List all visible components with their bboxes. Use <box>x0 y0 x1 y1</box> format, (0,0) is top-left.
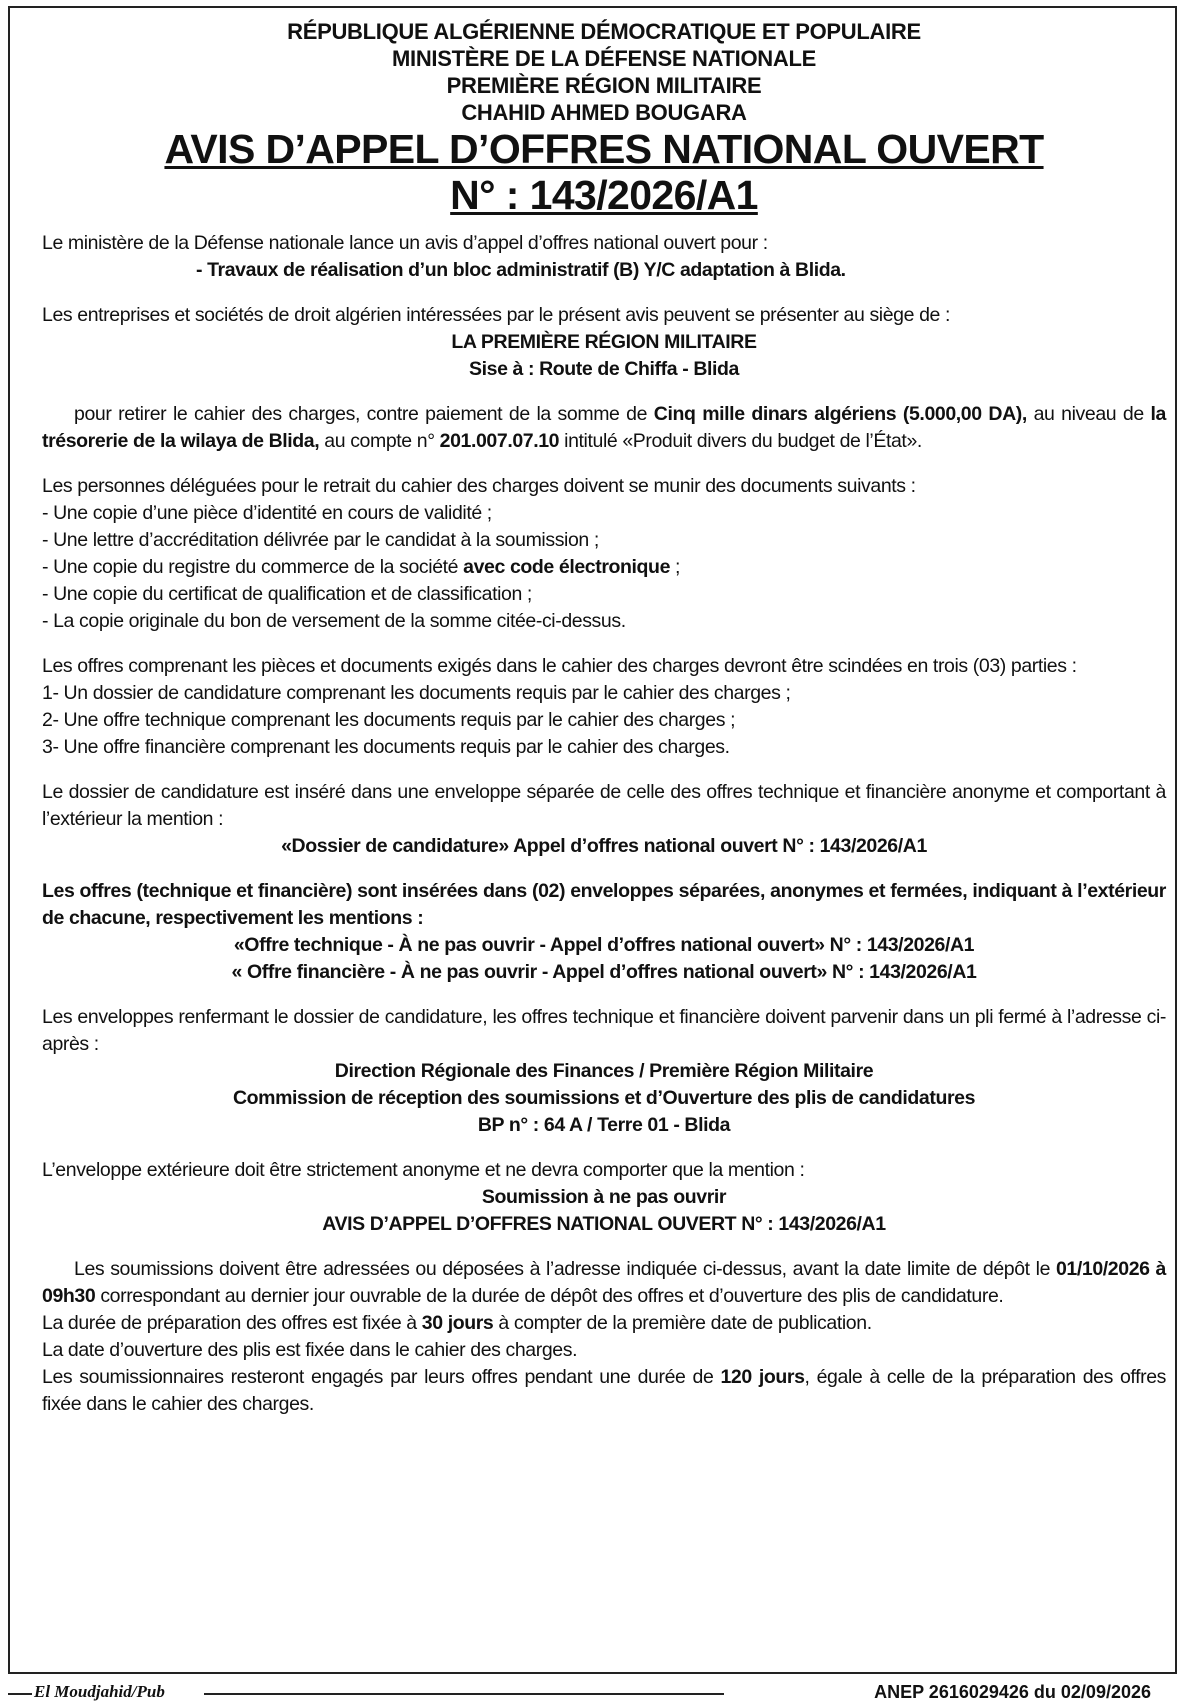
deadline-text-2: correspondant au dernier jour ouvrable de la durée de dépôt des offres et d’ouverture des plis de candidature. <box>95 1285 1004 1307</box>
dossier-mention: «Dossier de candidature» Appel d’offres national ouvert N° : 143/2026/A1 <box>281 835 927 857</box>
documents-item-3-end: ; <box>670 556 681 578</box>
intro-text: Le ministère de la Défense nationale lance un avis d’appel d’offres national ouvert pour : <box>42 232 768 254</box>
documents-item-3 <box>42 554 1166 581</box>
payment-place: la trésorerie de la wilaya de Blida, <box>42 403 1166 452</box>
header-line-4: CHAHID AHMED BOUGARA <box>461 100 747 125</box>
footer <box>8 1684 1177 1702</box>
venue-address: Sise à : Route de Chiffa - Blida <box>469 358 739 380</box>
opening-date-text: La date d’ouverture des plis est fixée dans le cahier des charges. <box>42 1339 578 1361</box>
deadline-date: 01/10/2026 à 09h30 <box>42 1258 1166 1307</box>
intro-object: - Travaux de réalisation d’un bloc administratif (B) Y/C adaptation à Blida. <box>196 259 846 281</box>
documents-item-3-text: - Une copie du registre du commerce de la société <box>42 556 464 578</box>
deadline-text-1: Les soumissions doivent être adressées ou déposées à l’adresse indiquée ci-dessus, avant la date limite de dépôt le <box>74 1258 1056 1280</box>
address-line-1: Direction Régionale des Finances / Première Région Militaire <box>334 1060 874 1082</box>
documents-item-2: - Une lettre d’accréditation délivrée par le candidat à la soumission ; <box>42 529 599 551</box>
commitment-days: 120 jours <box>720 1366 805 1388</box>
documents-item-5: - La copie originale du bon de versement de la somme citée-ci-dessus. <box>42 610 626 632</box>
venue-name: LA PREMIÈRE RÉGION MILITAIRE <box>451 331 757 353</box>
parts-item-3: 3- Une offre financière comprenant les documents requis par le cahier des charges. <box>42 736 730 758</box>
commitment-paragraph <box>42 1364 1166 1418</box>
offers-technical-mention: «Offre technique - À ne pas ouvrir - Appel d’offres national ouvert» N° : 143/2026/A1 <box>233 934 975 956</box>
preparation-text-2: à compter de la première date de publication. <box>493 1312 872 1334</box>
parts-intro: Les offres comprenant les pièces et documents exigés dans le cahier des charges devront être scindées en trois (03) parties : <box>42 655 1077 677</box>
preparation-text-1: La durée de préparation des offres est fixée à <box>42 1312 422 1334</box>
documents-intro: Les personnes déléguées pour le retrait du cahier des charges doivent se munir des documents suivants : <box>42 475 916 497</box>
address-text: Les enveloppes renfermant le dossier de candidature, les offres technique et financière doivent parvenir dans un pli fermé à l’adresse ci-après : <box>42 1006 1166 1055</box>
venue-text: Les entreprises et sociétés de droit algérien intéressées par le présent avis peuvent se présenter au siège de : <box>42 304 951 326</box>
deadline-paragraph <box>42 1256 1166 1310</box>
footer-rule-middle <box>204 1693 724 1695</box>
notice-body <box>42 18 1166 1418</box>
footer-publisher: El Moudjahid/Pub <box>34 1682 165 1701</box>
payment-text-4: intitulé «Produit divers du budget de l’État». <box>559 430 922 452</box>
address-line-3: BP n° : 64 A / Terre 01 - Blida <box>477 1114 731 1136</box>
notice-title: AVIS D’APPEL D’OFFRES NATIONAL OUVERT <box>164 126 1044 172</box>
offers-financial-mention: « Offre financière - À ne pas ouvrir - Appel d’offres national ouvert» N° : 143/2026/A1 <box>231 961 977 983</box>
header-line-3: PREMIÈRE RÉGION MILITAIRE <box>446 73 762 98</box>
footer-reference: ANEP 2616029426 du 02/09/2026 <box>874 1682 1151 1702</box>
preparation-duration <box>42 1310 1166 1337</box>
notice-number: N° : 143/2026/A1 <box>450 172 758 218</box>
commitment-text-2: , égale à celle de la préparation des offres fixée dans le cahier des charges. <box>42 1366 1167 1415</box>
payment-amount: Cinq mille dinars algériens (5.000,00 DA), <box>653 403 1027 425</box>
outer-mention-2: AVIS D’APPEL D’OFFRES NATIONAL OUVERT N° : 143/2026/A1 <box>322 1213 886 1235</box>
documents-item-4: - Une copie du certificat de qualification et de classification ; <box>42 583 532 605</box>
payment-text-2: au niveau de <box>1026 403 1151 425</box>
payment-text-3: au compte n° <box>319 430 440 452</box>
documents-item-3-bold: avec code électronique <box>463 556 671 578</box>
header-line-2: MINISTÈRE DE LA DÉFENSE NATIONALE <box>391 46 816 71</box>
parts-item-1: 1- Un dossier de candidature comprenant les documents requis par le cahier des charges ; <box>42 682 791 704</box>
documents-item-1: - Une copie d’une pièce d’identité en cours de validité ; <box>42 502 492 524</box>
outer-envelope-text: L’enveloppe extérieure doit être strictement anonyme et ne devra comporter que la mention : <box>42 1159 805 1181</box>
outer-mention-1: Soumission à ne pas ouvrir <box>481 1186 727 1208</box>
payment-text-1: pour retirer le cahier des charges, contre paiement de la somme de <box>74 403 654 425</box>
preparation-days: 30 jours <box>421 1312 494 1334</box>
payment-account: 201.007.07.10 <box>439 430 560 452</box>
notice-frame <box>8 6 1177 1674</box>
offers-text: Les offres (technique et financière) sont insérées dans (02) enveloppes séparées, anonymes et fermées, indiquant à l’extérieur de chacune, respectivement les mentions : <box>42 880 1166 929</box>
commitment-text-1: Les soumissionnaires resteront engagés par leurs offres pendant une durée de <box>42 1366 721 1388</box>
payment-paragraph <box>42 401 1166 455</box>
header-line-1: RÉPUBLIQUE ALGÉRIENNE DÉMOCRATIQUE ET POPULAIRE <box>287 19 921 44</box>
address-line-2: Commission de réception des soumissions et d’Ouverture des plis de candidatures <box>232 1087 976 1109</box>
parts-item-2: 2- Une offre technique comprenant les documents requis par le cahier des charges ; <box>42 709 736 731</box>
dossier-text: Le dossier de candidature est inséré dans une enveloppe séparée de celle des offres technique et financière anonyme et comportant à l’extérieur la mention : <box>42 781 1166 830</box>
footer-rule-left <box>8 1693 32 1695</box>
